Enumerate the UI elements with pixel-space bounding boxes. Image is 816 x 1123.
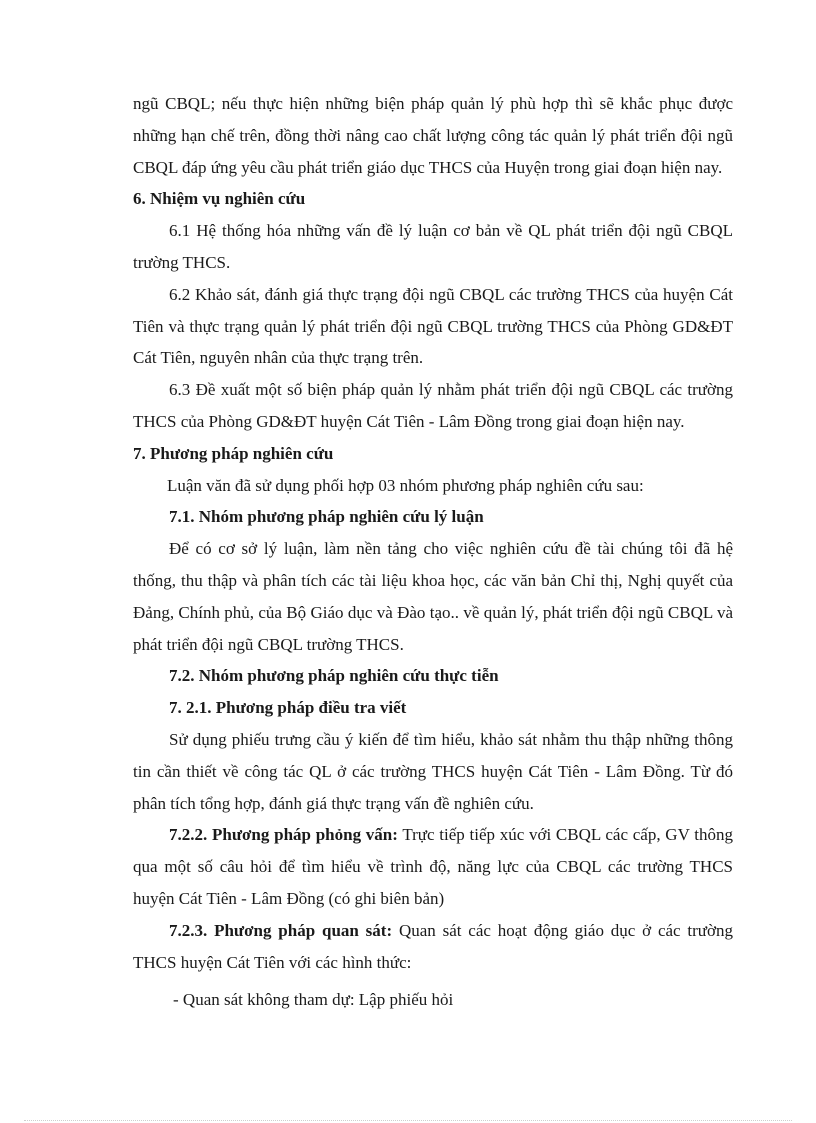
paragraph-7-intro: Luận văn đã sử dụng phối hợp 03 nhóm phương pháp nghiên cứu sau:	[167, 475, 644, 495]
paragraph-7-2-3-text: Quan sát các hoạt động giáo dục ở các trường THCS huyện Cát Tiên với các hình thức:	[133, 920, 734, 972]
page-bottom-rule	[24, 1120, 792, 1121]
heading-7-2-2: 7.2.2. Phương pháp phỏng vấn:	[169, 825, 398, 845]
paragraph-6-3: 6.3 Đề xuất một số biện pháp quản lý nhằm phát triển đội ngũ CBQL các trường THCS của Phòng GD&ĐT huyện Cát Tiên - Lâm Đồng trong giai đoạn hiện nay.	[133, 380, 733, 431]
paragraph-7-2-3	[133, 915, 733, 979]
paragraph-7-2-2	[133, 819, 733, 914]
paragraph-intro: ngũ CBQL; nếu thực hiện những biện pháp quản lý phù hợp thì sẽ khắc phục được những hạn chế trên, đồng thời nâng cao chất lượng công tác quản lý phát triển đội ngũ CBQL đáp ứng yêu cầu phát triển giáo dục THCS của Huyện trong giai đoạn hiện nay.	[133, 94, 733, 177]
paragraph-7-2-2-text: Trực tiếp tiếp xúc với CBQL các cấp, GV thông qua một số câu hỏi để tìm hiểu về trình độ, năng lực của CBQL các trường THCS huyện Cát Tiên - Lâm Đồng (có ghi biên bản)	[133, 825, 733, 908]
heading-7-2-1: 7. 2.1. Phương pháp điều tra viết	[169, 698, 407, 718]
heading-section-7: 7. Phương pháp nghiên cứu	[133, 443, 334, 463]
body-text	[133, 88, 733, 1016]
heading-7-2-3: 7.2.3. Phương pháp quan sát:	[169, 920, 393, 940]
heading-7-1: 7.1. Nhóm phương pháp nghiên cứu lý luận	[169, 507, 484, 527]
heading-section-6: 6. Nhiệm vụ nghiên cứu	[133, 189, 306, 209]
paragraph-7-1: Để có cơ sở lý luận, làm nền tảng cho việc nghiên cứu đề tài chúng tôi đã hệ thống, thu thập và phân tích các tài liệu khoa học, các văn bản Chỉ thị, Nghị quyết của Đảng, Chính phủ, của Bộ Giáo dục và Đào tạo.. về quản lý, phát triển đội ngũ CBQL và phát triển đội ngũ CBQL trường THCS.	[133, 539, 733, 654]
paragraph-7-2-1: Sử dụng phiếu trưng cầu ý kiến để tìm hiểu, khảo sát nhằm thu thập những thông tin cần thiết về công tác QL ở các trường THCS huyện Cát Tiên - Lâm Đồng. Từ đó phân tích tổng hợp, đánh giá thực trạng vấn đề nghiên cứu.	[133, 729, 733, 813]
heading-7-2: 7.2. Nhóm phương pháp nghiên cứu thực tiễn	[169, 666, 499, 686]
paragraph-6-1: 6.1 Hệ thống hóa những vấn đề lý luận cơ bản về QL phát triển đội ngũ CBQL trường THCS.	[133, 221, 733, 272]
bullet-observation: - Quan sát không tham dự: Lập phiếu hỏi	[173, 990, 454, 1010]
paragraph-6-2: 6.2 Khảo sát, đánh giá thực trạng đội ngũ CBQL các trường THCS của huyện Cát Tiên và thực trạng quản lý phát triển đội ngũ CBQL trường THCS của Phòng GD&ĐT Cát Tiên, nguyên nhân của thực trạng trên.	[133, 284, 733, 368]
